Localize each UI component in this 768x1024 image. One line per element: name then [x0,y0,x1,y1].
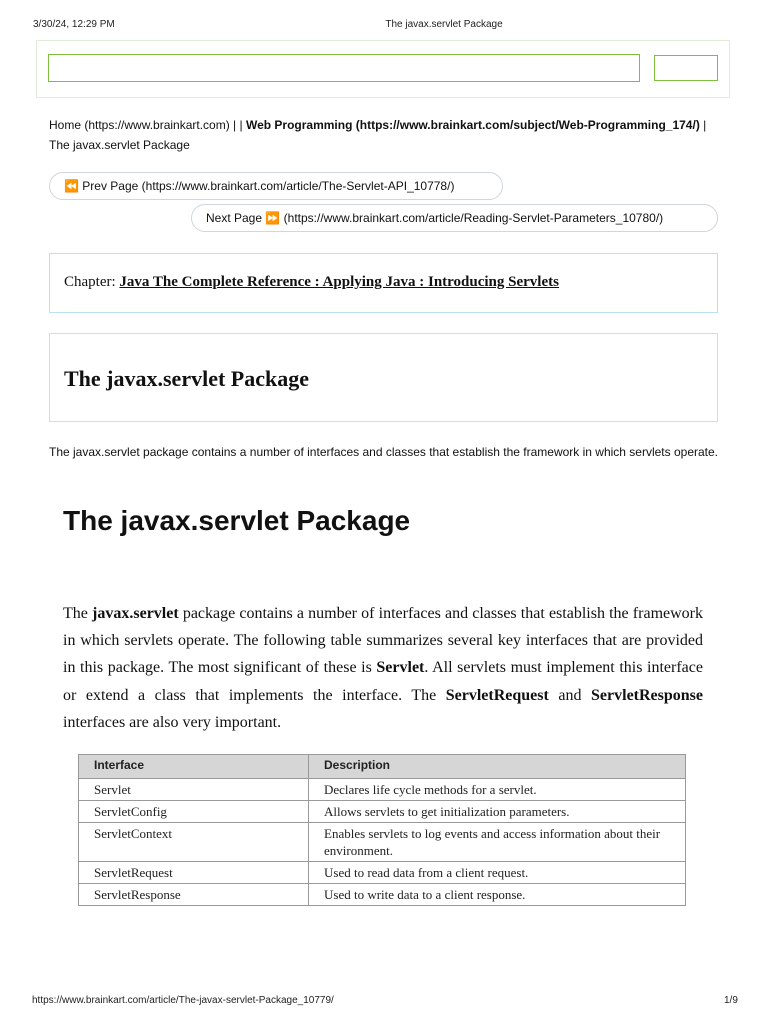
table-cell: Used to read data from a client request. [309,862,686,884]
chapter-line [64,274,559,291]
para-bold: javax.servlet [92,605,179,622]
breadcrumb [49,115,729,155]
table-cell: Allows servlets to get initialization parameters. [309,801,686,823]
table-row [79,862,686,884]
table-header-row [79,755,686,779]
interfaces-table [78,754,686,906]
prev-page-label: Prev Page (https://www.brainkart.com/article/The-Servlet-API_10778/) [78,179,455,193]
article-heading: The javax.servlet Package [63,505,411,536]
table-cell: Used to write data to a client response. [309,884,686,906]
para-text: interfaces are also very important. [63,713,282,731]
fast-forward-icon: ⏩ [265,211,281,225]
table-cell: ServletContext [79,823,309,862]
search-input[interactable] [48,54,640,82]
article-intro: The javax.servlet package contains a number of interfaces and classes that establish the framework in which servlets operate. [49,445,719,459]
para-text: and [548,686,592,704]
table-row [79,823,686,862]
article-paragraph [63,600,703,736]
article-title: The javax.servlet Package [64,366,309,391]
next-page-label: Next Page [206,211,266,225]
para-bold: ServletResponse [591,686,703,704]
table-header-cell: Interface [79,755,309,779]
next-page-button[interactable] [191,204,718,232]
breadcrumb-home[interactable]: Home (https://www.brainkart.com) | | [49,118,246,132]
chapter-label: Chapter: [64,274,120,290]
table-header-cell: Description [309,755,686,779]
para-bold: ServletRequest [445,686,549,704]
table-cell: Declares life cycle methods for a servlet. [309,779,686,801]
next-page-url: (https://www.brainkart.com/article/Reading-Servlet-Parameters_10780/) [280,211,664,225]
para-text: The [63,605,93,622]
para-text: package contains a number of interfaces and classes that establish the framework in which servlets operate. The following table summarizes several key interfaces that are provided in this package. The most significant of these is [63,605,703,677]
para-text: . All servlets must implement this interface or extend a class that implements the interface. The [63,659,703,704]
table-cell: ServletConfig [79,801,309,823]
table-row [79,779,686,801]
para-bold: Servlet [376,659,425,677]
rewind-icon: ⏪ [64,179,79,193]
print-footer-url: https://www.brainkart.com/article/The-javax-servlet-Package_10779/ [32,995,334,1006]
table-cell: Enables servlets to log events and access information about their environment. [309,823,686,862]
table-cell: ServletResponse [79,884,309,906]
breadcrumb-subject[interactable]: Web Programming (https://www.brainkart.com/subject/Web-Programming_174/) [245,118,700,132]
prev-page-button[interactable] [49,172,503,200]
chapter-link[interactable]: Java The Complete Reference : Applying Java : Introducing Servlets [119,274,559,290]
table-row [79,884,686,906]
table-cell: Servlet [79,779,309,801]
table-row [79,801,686,823]
breadcrumb-current: | The javax.servlet Package [49,118,707,152]
print-header-datetime: 3/30/24, 12:29 PM [33,19,115,30]
print-footer-page-number: 1/9 [724,995,738,1006]
table-cell: ServletRequest [79,862,309,884]
search-button[interactable] [654,55,718,81]
print-header-title: The javax.servlet Package [385,19,503,30]
